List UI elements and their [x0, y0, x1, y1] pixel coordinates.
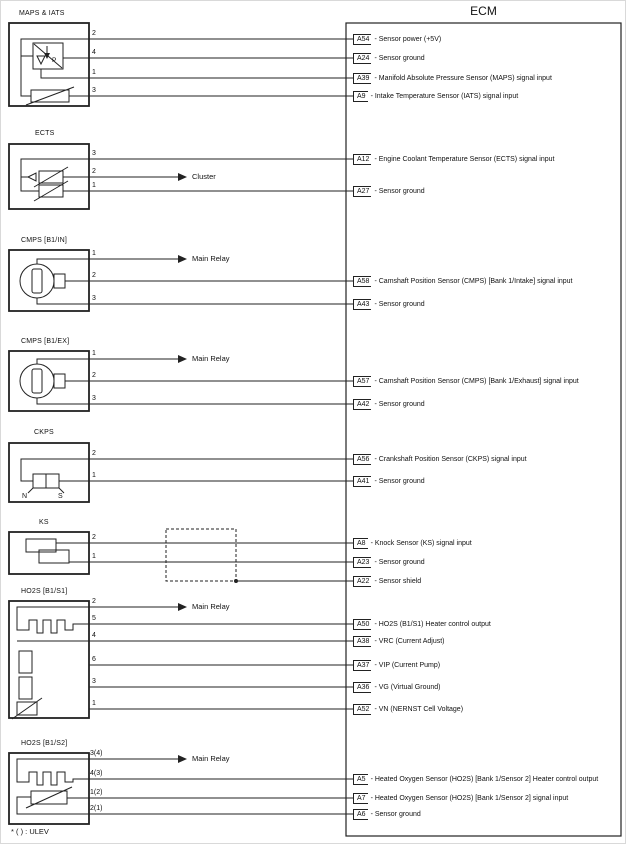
magnet-north-label: N: [22, 493, 28, 500]
sensor-label-ects: ECTS: [35, 130, 55, 137]
sensor-label-cmps-ex: CMPS [B1/EX]: [21, 338, 70, 345]
ecm-pin-row: [353, 453, 527, 465]
ecm-pin-id: A58: [353, 276, 371, 287]
arrowheads: [178, 173, 187, 763]
sensor-label-ckps: CKPS: [34, 429, 54, 436]
pin-number: 2: [92, 30, 96, 37]
ecm-pin-id: A27: [353, 186, 371, 197]
pin-number: 2: [92, 168, 96, 175]
ecm-pin-desc: - Sensor ground: [374, 54, 425, 62]
branch-wires: [89, 177, 178, 759]
pressure-symbol-label: P: [52, 57, 57, 64]
ecm-pin-id: A23: [353, 557, 371, 568]
pin-number: 3: [92, 295, 96, 302]
ulev-footnote: * ( ) : ULEV: [11, 827, 49, 836]
ecm-pin-id: A24: [353, 53, 371, 64]
ecm-pin-id: A56: [353, 454, 371, 465]
pin-number: 3: [92, 395, 96, 402]
pin-number: 1: [92, 350, 96, 357]
ecm-pin-row: [353, 681, 440, 693]
ecm-pin-id: A8: [353, 538, 368, 549]
ecm-pin-id: A37: [353, 660, 371, 671]
ecm-pin-id: A9: [353, 91, 368, 102]
ecm-pin-desc: - VN (NERNST Cell Voltage): [374, 705, 464, 713]
ecm-pin-id: A42: [353, 399, 371, 410]
pin-number: 2: [92, 372, 96, 379]
pin-number: 1: [92, 700, 96, 707]
main-relay-label: Main Relay: [192, 754, 230, 763]
pin-number: 3(4): [90, 750, 103, 757]
ecm-pin-row: [353, 618, 491, 630]
ecm-pin-row: [353, 275, 573, 287]
pin-number: 6: [92, 656, 96, 663]
ecm-pin-desc: - Sensor power (+5V): [374, 35, 442, 43]
pin-number: 2: [92, 272, 96, 279]
ecm-pin-id: A38: [353, 636, 371, 647]
ecm-pin-desc: - Camshaft Position Sensor (CMPS) [Bank 1/Intake] signal input: [374, 277, 573, 285]
ecm-pin-row: [353, 33, 441, 45]
pin-number: 5: [92, 615, 96, 622]
ecm-pin-row: [353, 375, 579, 387]
pin-number: 1: [92, 69, 96, 76]
sensor-label-ho2s-s1: HO2S [B1/S1]: [21, 588, 68, 595]
pin-number: 2: [92, 450, 96, 457]
ho2s-s2-box: [9, 753, 89, 824]
ecm-pin-desc: - Engine Coolant Temperature Sensor (ECTS) signal input: [374, 155, 555, 163]
pin-number: 4(3): [90, 770, 103, 777]
pin-number: 4: [92, 49, 96, 56]
ects-symbol: [21, 159, 89, 201]
ecm-pin-desc: - Intake Temperature Sensor (IATS) signal input: [370, 92, 519, 100]
pin-number: 1: [92, 182, 96, 189]
ecm-pin-row: [353, 475, 425, 487]
ecm-pin-row: [353, 52, 425, 64]
ecm-pin-desc: - Heated Oxygen Sensor (HO2S) [Bank 1/Sensor 2] signal input: [370, 794, 569, 802]
ecm-pin-id: A43: [353, 299, 371, 310]
ecm-pin-desc: - Heated Oxygen Sensor (HO2S) [Bank 1/Sensor 2] Heater control output: [370, 775, 599, 783]
ecm-title: ECM: [470, 4, 497, 18]
ecm-pin-desc: - Sensor ground: [374, 400, 425, 408]
ecm-pin-row: [353, 556, 425, 568]
pin-number: 3: [92, 150, 96, 157]
ecm-pin-id: A36: [353, 682, 371, 693]
ecm-pin-row: [353, 298, 425, 310]
ecm-pin-desc: - Sensor shield: [374, 577, 422, 585]
ecm-pin-row: [353, 703, 463, 715]
cluster-label: Cluster: [192, 172, 216, 181]
ecm-pin-row: [353, 72, 552, 84]
sensor-to-ecm-wires: [89, 39, 353, 814]
ecm-pin-desc: - VG (Virtual Ground): [374, 683, 441, 691]
ecm-pin-id: A5: [353, 774, 368, 785]
ecm-pin-row: [353, 773, 598, 785]
ecm-pin-id: A39: [353, 73, 371, 84]
ecm-pin-id: A52: [353, 704, 371, 715]
ecm-pin-id: A22: [353, 576, 371, 587]
ecm-pin-row: [353, 792, 568, 804]
sensor-label-ks: KS: [39, 519, 49, 526]
sensor-label-ho2s-s2: HO2S [B1/S2]: [21, 740, 68, 747]
pin-number: 1: [92, 472, 96, 479]
pin-number: 1: [92, 250, 96, 257]
ecm-pin-id: A54: [353, 34, 371, 45]
pin-number: 3: [92, 678, 96, 685]
ecm-pin-desc: - Sensor ground: [374, 300, 425, 308]
ecm-pin-row: [353, 153, 555, 165]
sensor-label-cmps-in: CMPS [B1/IN]: [21, 237, 67, 244]
pin-number: 1(2): [90, 789, 103, 796]
magnet-south-label: S: [58, 493, 63, 500]
ecm-pin-desc: - VIP (Current Pump): [374, 661, 441, 669]
ho2s-s2-symbol: [17, 759, 89, 814]
maps-iats-symbol: [21, 39, 89, 105]
ho2s-s1-box: [9, 601, 89, 718]
ecm-pin-desc: - HO2S (B1/S1) Heater control output: [374, 620, 491, 628]
ecm-pin-desc: - Manifold Absolute Pressure Sensor (MAPS) signal input: [374, 74, 552, 82]
ecm-pin-desc: - Sensor ground: [374, 187, 425, 195]
ecm-pin-row: [353, 537, 472, 549]
ecm-pin-desc: - Knock Sensor (KS) signal input: [370, 539, 472, 547]
ecm-pin-row: [353, 575, 421, 587]
main-relay-label: Main Relay: [192, 602, 230, 611]
ecm-pin-id: A50: [353, 619, 371, 630]
ks-box: [9, 532, 89, 574]
ecm-pin-row: [353, 90, 518, 102]
pin-number: 2: [92, 598, 96, 605]
ecm-pin-id: A41: [353, 476, 371, 487]
main-relay-label: Main Relay: [192, 254, 230, 263]
pin-number: 2: [92, 534, 96, 541]
ecm-pin-desc: - VRC (Current Adjust): [374, 637, 445, 645]
ks-symbol: [26, 529, 238, 583]
ecm-pin-row: [353, 635, 445, 647]
ecm-pin-desc: - Sensor ground: [374, 558, 425, 566]
ckps-symbol: [21, 459, 89, 493]
sensor-label-maps-iats: MAPS & IATS: [19, 10, 65, 17]
wiring-svg: [1, 1, 626, 844]
ecm-pin-desc: - Camshaft Position Sensor (CMPS) [Bank 1/Exhaust] signal input: [374, 377, 579, 385]
ecm-pin-desc: - Sensor ground: [370, 810, 421, 818]
pin-number: 2(1): [90, 805, 103, 812]
shield-dashed-box: [166, 529, 236, 581]
pin-number: 1: [92, 553, 96, 560]
ecm-pin-id: A12: [353, 154, 371, 165]
ecm-pin-row: [353, 659, 440, 671]
ecm-pin-id: A7: [353, 793, 368, 804]
ecm-pin-row: [353, 808, 421, 820]
ecm-pin-desc: - Crankshaft Position Sensor (CKPS) signal input: [374, 455, 527, 463]
ecm-pin-id: A57: [353, 376, 371, 387]
cmps-ex-symbol: [20, 359, 89, 404]
main-relay-label: Main Relay: [192, 354, 230, 363]
ho2s-s1-symbol: [12, 607, 89, 719]
pin-number: 3: [92, 87, 96, 94]
ecm-pin-row: [353, 398, 425, 410]
ecm-pin-row: [353, 185, 425, 197]
pin-number: 4: [92, 632, 96, 639]
cmps-in-symbol: [20, 259, 89, 304]
ecm-pin-id: A6: [353, 809, 368, 820]
ecm-pin-desc: - Sensor ground: [374, 477, 425, 485]
